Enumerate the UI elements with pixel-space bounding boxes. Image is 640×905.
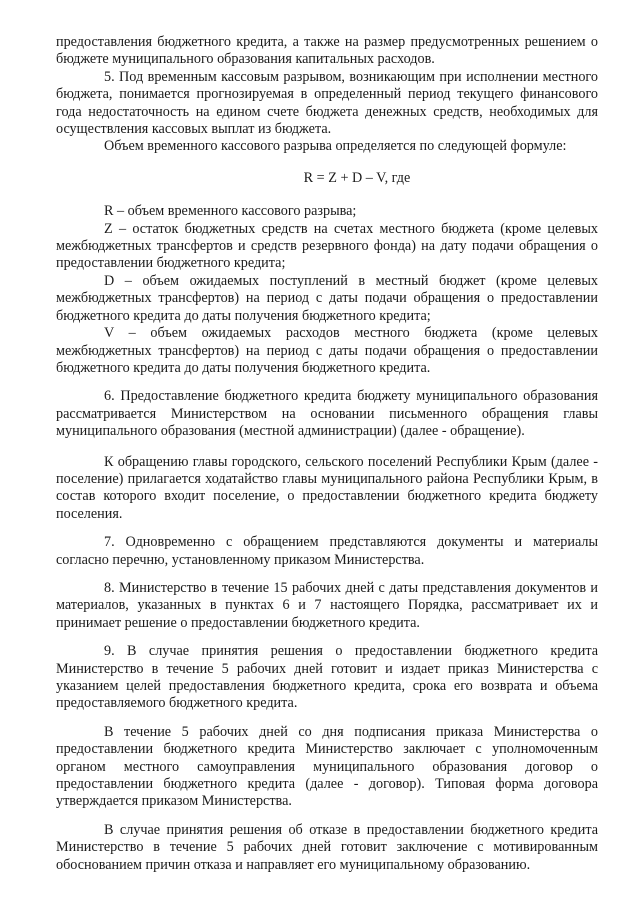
paragraph-8: 8. Министерство в течение 15 рабочих дней с даты представления документов и материалов, указанных в пунктах 6 и 7 настоящего Порядка, рассматривает их и принимает решение о предоставлении бюджетного кредита.	[56, 579, 598, 631]
document-page	[56, 34, 598, 874]
definition-r: R – объем временного кассового разрыва;	[104, 203, 357, 220]
paragraph-9-refusal: В случае принятия решения об отказе в предоставлении бюджетного кредита Министерство в течение 5 рабочих дней готовит заключение с мотивированным обоснованием причин отказа и направляет его муниципальному образованию.	[56, 821, 598, 873]
paragraph-6-appendix: К обращению главы городского, сельского поселений Республики Крым (далее - поселение) прилагается ходатайство главы муниципального района Республики Крым, в состав которого входит поселение, о предоставлении бюджетного кредита бюджету поселения.	[56, 453, 598, 522]
paragraph-intro-continuation: предоставления бюджетного кредита, а также на размер предусмотренных решением о бюджете муниципального образования капитальных расходов.	[56, 34, 598, 68]
paragraph-9-contract: В течение 5 рабочих дней со дня подписания приказа Министерства о предоставлении бюджетного кредита Министерство заключает с уполномоченным органом местного самоуправления муниципального образования договор о предоставлении бюджетного кредита (далее - договор). Типовая форма договора утверждается приказом Министерства.	[56, 723, 598, 810]
definition-v: V – объем ожидаемых расходов местного бюджета (кроме целевых межбюджетных трансфертов) на период с даты подачи обращения о предоставлении бюджетного кредита до даты получения бюджетного кредита.	[56, 325, 598, 376]
paragraph-5: 5. Под временным кассовым разрывом, возникающим при исполнении местного бюджета, понимается прогнозируемая в определенный период текущего финансового года недостаточность на едином счете бюджета денежных средств, необходимых для осуществления кассовых выплат из бюджета.	[56, 68, 598, 138]
paragraph-6: 6. Предоставление бюджетного кредита бюджету муниципального образования рассматривается Министерством на основании письменного обращения главы муниципального образования (местной администрации) (далее - обращение).	[56, 388, 598, 440]
paragraph-5-formula-intro: Объем временного кассового разрыва определяется по следующей формуле:	[104, 138, 567, 155]
definition-d: D – объем ожидаемых поступлений в местный бюджет (кроме целевых межбюджетных трансфертов) на период с даты подачи обращения о предоставлении бюджетного кредита до даты получения бюджетного кредита;	[56, 272, 598, 324]
paragraph-9: 9. В случае принятия решения о предоставлении бюджетного кредита Министерство в течение 5 рабочих дней готовит и издает приказ Министерства с указанием целей предоставления бюджетного кредита, срока его возврата и объема предоставляемого бюджетного кредита.	[56, 643, 598, 712]
formula: R = Z + D – V, где	[303, 169, 411, 186]
definition-z: Z – остаток бюджетных средств на счетах местного бюджета (кроме целевых межбюджетных трансфертов и средств резервного фонда) на дату подачи обращения о предоставлении бюджетного кредита;	[56, 220, 598, 272]
paragraph-7: 7. Одновременно с обращением представляются документы и материалы согласно перечню, установленному приказом Министерства.	[56, 534, 598, 568]
